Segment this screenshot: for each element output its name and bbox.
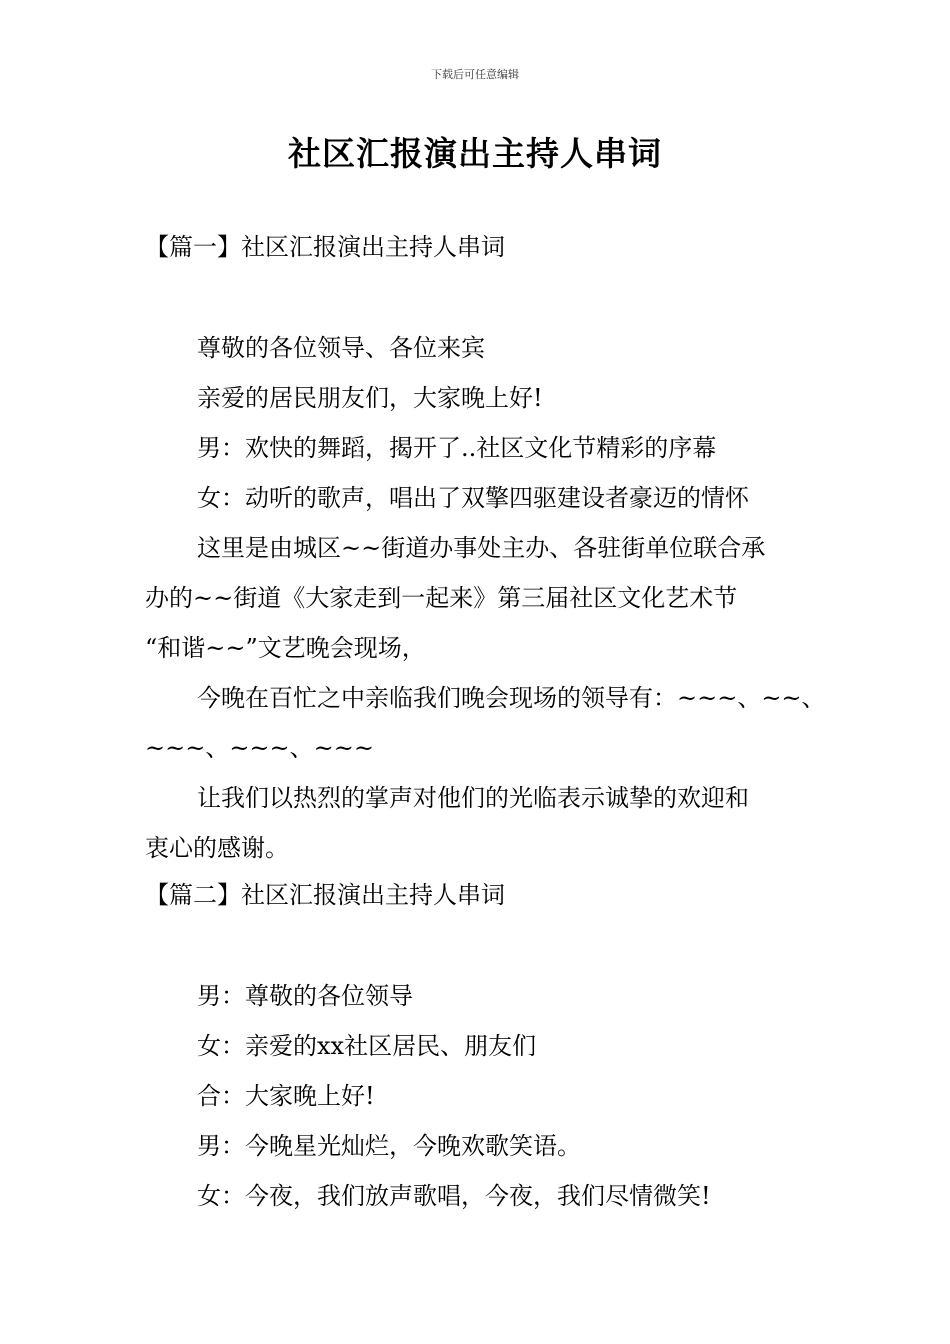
dialogue-line: 合：大家晚上好! bbox=[197, 1082, 375, 1110]
paragraph-line: 尊敬的各位领导、各位来宾 bbox=[197, 334, 485, 362]
paragraph-line: “和谐~~”文艺晚会现场， bbox=[145, 634, 426, 662]
dialogue-line: 男：尊敬的各位领导 bbox=[197, 982, 413, 1010]
paragraph-line: 办的~~街道《大家走到一起来》第三届社区文化艺术节 bbox=[145, 584, 738, 612]
section-heading-2: 【篇二】社区汇报演出主持人串词 bbox=[145, 881, 505, 909]
paragraph-line: 这里是由城区~~街道办事处主办、各驻街单位联合承 bbox=[197, 534, 766, 562]
dialogue-line: 女：亲爱的xx社区居民、朋友们 bbox=[197, 1032, 537, 1060]
dialogue-line: 男：今晚星光灿烂，今晚欢歌笑语。 bbox=[197, 1132, 581, 1160]
paragraph-line: 今晚在百忙之中亲临我们晚会现场的领导有：~~~、~~、 bbox=[197, 684, 826, 712]
section-heading-1: 【篇一】社区汇报演出主持人串词 bbox=[145, 233, 505, 261]
header-note: 下载后可任意编辑 bbox=[431, 68, 519, 81]
paragraph-line: ~~~、~~~、~~~ bbox=[145, 734, 374, 762]
dialogue-line: 女：今夜，我们放声歌唱，今夜，我们尽情微笑! bbox=[197, 1182, 711, 1210]
paragraph-line: 亲爱的居民朋友们，大家晚上好! bbox=[197, 384, 543, 412]
document-title: 社区汇报演出主持人串词 bbox=[288, 134, 662, 173]
paragraph-line: 男：欢快的舞蹈，揭开了..社区文化节精彩的序幕 bbox=[197, 434, 717, 462]
paragraph-line: 女：动听的歌声，唱出了双擎四驱建设者豪迈的情怀 bbox=[197, 484, 749, 512]
paragraph-line: 衷心的感谢。 bbox=[145, 834, 289, 862]
paragraph-line: 让我们以热烈的掌声对他们的光临表示诚挚的欢迎和 bbox=[197, 784, 749, 812]
